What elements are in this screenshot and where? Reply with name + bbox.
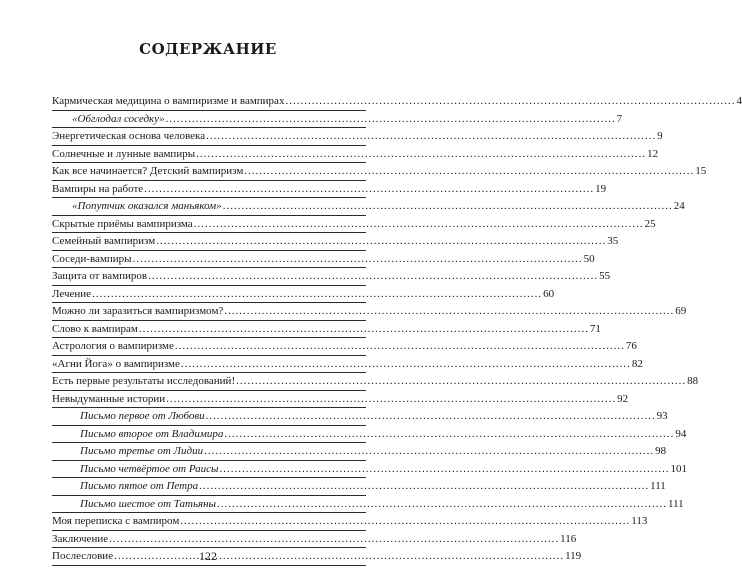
toc-entry (52, 338, 637, 356)
toc-entry-title: Кармическая медицина о вампиризме и вампирах (52, 95, 285, 107)
toc-entry-title: Соседи-вампиры (52, 252, 132, 265)
toc-entry (52, 93, 742, 111)
dot-leader (199, 478, 649, 496)
toc-entry-page: 25 (644, 217, 656, 230)
dot-leader (133, 251, 583, 269)
toc-entry-title: Письмо шестое от Татьяны (80, 497, 216, 510)
toc-entry (52, 128, 663, 146)
toc-entry-title: Семейный вампиризм (52, 235, 156, 247)
toc-entry-title: Защита от вампиров (52, 270, 148, 282)
toc-entry-page: 60 (543, 287, 555, 300)
dot-leader (109, 531, 559, 549)
toc-entry-title: Скрытые приёмы вампиризма (52, 217, 193, 230)
toc-entry (52, 408, 668, 426)
toc-entry-page: 4 (736, 95, 742, 107)
dot-leader (196, 146, 646, 164)
toc-entry (52, 286, 555, 304)
toc-entry-title: Лечение (52, 287, 92, 300)
toc-entry (52, 233, 619, 251)
toc-entry-page: 111 (650, 480, 666, 492)
toc-entry-page: 94 (675, 427, 687, 440)
toc-entry-page: 19 (595, 182, 607, 195)
dot-leader (244, 163, 694, 181)
dot-leader (180, 513, 630, 531)
toc-entry-title: Письмо четвёртое от Раисы (80, 462, 219, 475)
toc-entry (52, 111, 623, 129)
toc-entry (52, 426, 687, 444)
toc-entry (52, 216, 656, 234)
toc-entry-page: 71 (589, 322, 601, 335)
toc-entry-page: 50 (583, 252, 595, 265)
toc-entry-page: 69 (675, 305, 687, 317)
toc-entry-title: Астрология о вампиризме (52, 340, 174, 352)
toc-entry-title: Можно ли заразиться вампиризмом? (52, 305, 224, 317)
toc-entry (52, 391, 629, 409)
toc-entry (52, 321, 601, 339)
toc-entry-title: Есть первые результаты исследований! (52, 375, 236, 387)
toc-entry-title: Моя переписка с вампиром (52, 515, 180, 527)
toc-entry-title: Солнечные и лунные вампиры (52, 147, 196, 160)
toc-entry (52, 146, 659, 164)
toc-entry (52, 198, 685, 216)
dot-leader (206, 128, 656, 146)
dot-leader (236, 373, 686, 391)
dot-leader (139, 321, 589, 339)
toc-entry-page: 12 (647, 147, 659, 160)
toc-entry-page: 88 (687, 375, 699, 387)
page-title: СОДЕРЖАНИЕ (139, 40, 277, 58)
dot-leader (217, 496, 667, 514)
toc-entry-page: 7 (616, 112, 623, 125)
toc-entry (52, 478, 666, 496)
toc-entry-title: «Попутчик оказался маньяком» (72, 200, 222, 212)
dot-leader (156, 233, 606, 251)
toc-entry-title: Письмо пятое от Петра (80, 480, 199, 492)
dot-leader (166, 111, 616, 129)
toc-entry (52, 303, 687, 321)
dot-leader (223, 198, 673, 216)
dot-leader (219, 461, 669, 479)
dot-leader (194, 216, 644, 234)
dot-leader (181, 356, 631, 374)
toc-entry-page: 9 (657, 130, 663, 142)
toc-entry-page: 15 (695, 165, 707, 177)
toc-entry-page: 82 (631, 357, 643, 370)
toc-entry-page: 76 (625, 340, 637, 352)
toc-entry-page: 55 (599, 270, 611, 282)
toc-entry-title: Письмо первое от Любови (80, 410, 205, 422)
toc-entry (52, 181, 607, 199)
toc-entry-title: Энергетическая основа человека (52, 130, 206, 142)
toc-entry-page: 35 (607, 235, 619, 247)
dot-leader (148, 268, 598, 286)
dot-leader (175, 338, 625, 356)
toc-entry-title: Письмо третье от Лидии (80, 445, 204, 457)
toc-entry-title: Вампиры на работе (52, 182, 144, 195)
toc-entry-page: 101 (670, 462, 687, 475)
toc-entry-title: Как все начинается? Детский вампиризм (52, 165, 244, 177)
toc-entry (52, 513, 648, 531)
dot-leader (204, 443, 654, 461)
toc-entry-page: 116 (560, 532, 577, 545)
toc-entry (52, 531, 577, 549)
toc-entry-title: Послесловие (52, 550, 114, 562)
toc-entry-page: 98 (655, 445, 667, 457)
toc-entry-title: «Обглодал соседку» (72, 112, 165, 125)
toc-entry-title: Письмо второе от Владимира (80, 427, 224, 440)
toc-entry-title: Слово к вампирам (52, 322, 138, 335)
toc-entry (52, 356, 643, 374)
toc-entry (52, 373, 699, 391)
toc-entry (52, 496, 684, 514)
toc-entry-page: 93 (656, 410, 668, 422)
toc-entry-title: Невыдуманные истории (52, 392, 166, 405)
toc-entry (52, 268, 611, 286)
toc-entry (52, 251, 595, 269)
dot-leader (224, 426, 674, 444)
dot-leader (206, 408, 656, 426)
table-of-contents (52, 93, 742, 566)
toc-entry-page: 24 (673, 200, 685, 212)
dot-leader (144, 181, 594, 199)
toc-entry (52, 443, 667, 461)
toc-entry-page: 113 (631, 515, 648, 527)
dot-leader (92, 286, 542, 304)
page-number: 122 (199, 549, 217, 563)
dot-leader (224, 303, 674, 321)
toc-entry-page: 119 (565, 550, 582, 562)
toc-entry (52, 163, 707, 181)
dot-leader (285, 93, 735, 111)
toc-entry-title: Заключение (52, 532, 109, 545)
toc-entry-title: «Агни Йога» о вампиризме (52, 357, 180, 370)
toc-entry (52, 461, 687, 479)
toc-entry-page: 92 (617, 392, 629, 405)
dot-leader (166, 391, 616, 409)
toc-entry-page: 111 (668, 497, 684, 510)
